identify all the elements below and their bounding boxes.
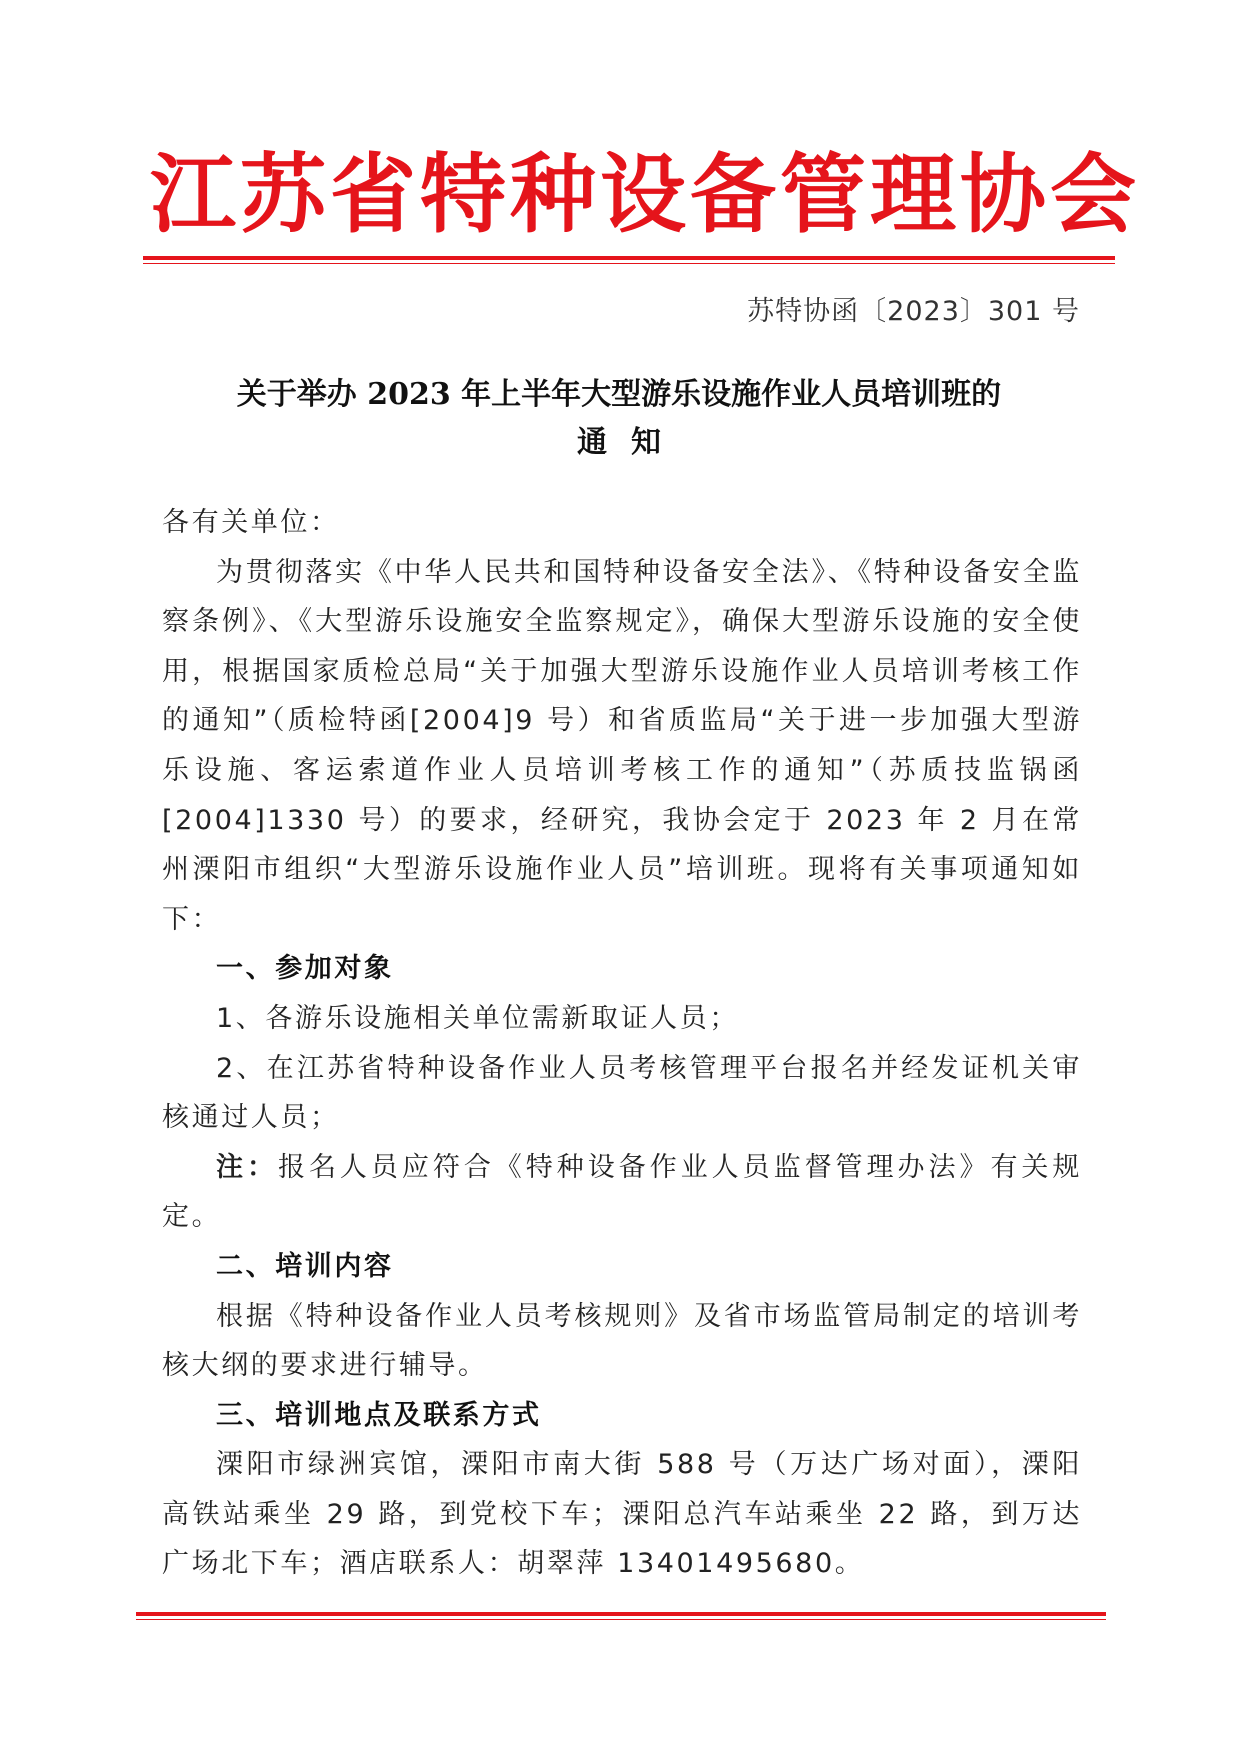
document-title-line-2: 通知 [577,425,685,460]
intro-paragraph: 为贯彻落实《中华人民共和国特种设备安全法》、《特种设备安全监察条例》、《大型游乐设施安全监察规定》，确保大型游乐设施的安全使用，根据国家质检总局“关于加强大型游乐设施作业人员培训考核工作的通知”（质检特函[2004]9 号）和省质监局“关于进一步加强大型游乐设施、客运索道作业人员培训考核工作的通知”（苏质技监锅函[2004]1330 号）的要求，经研究，我协会定于 2023 年 2 月在常州溧阳市组织“大型游乐设施作业人员”培训班。现将有关事项通知如下： [162,556,1082,935]
document-title-line-1: 关于举办 2023 年上半年大型游乐设施作业人员培训班的 [236,377,1002,412]
header-red-rule [143,256,1115,264]
section-heading-participants: 一、参加对象 [216,953,394,985]
participants-note [162,1143,1082,1242]
section-heading-training-content: 二、培训内容 [216,1250,394,1282]
note-label: 注： [216,1151,278,1183]
document-number: 苏特协函〔2023〕301 号 [747,296,1080,327]
footer-red-rule [136,1612,1106,1620]
section-heading-location-contact: 三、培训地点及联系方式 [216,1399,542,1431]
location-contact-paragraph: 溧阳市绿洲宾馆，溧阳市南大街 588 号（万达广场对面），溧阳高铁站乘坐 29 路，到党校下车；溧阳总汽车站乘坐 22 路，到万达广场北下车；酒店联系人：胡翠萍 13401495680。 [162,1449,1082,1580]
organization-name: 江苏省特种设备管理协会 [150,144,1140,245]
note-text: 报名人员应符合《特种设备作业人员监督管理办法》有关规定。 [162,1151,1083,1233]
participants-item-2: 2、在江苏省特种设备作业人员考核管理平台报名并经发证机关审核通过人员； [162,1052,1082,1134]
participants-item-1: 1、各游乐设施相关单位需新取证人员； [216,1002,739,1034]
training-content-paragraph: 根据《特种设备作业人员考核规则》及省市场监管局制定的培训考核大纲的要求进行辅导。 [162,1300,1082,1382]
salutation: 各有关单位： [162,507,340,538]
document-body [162,498,1082,1589]
